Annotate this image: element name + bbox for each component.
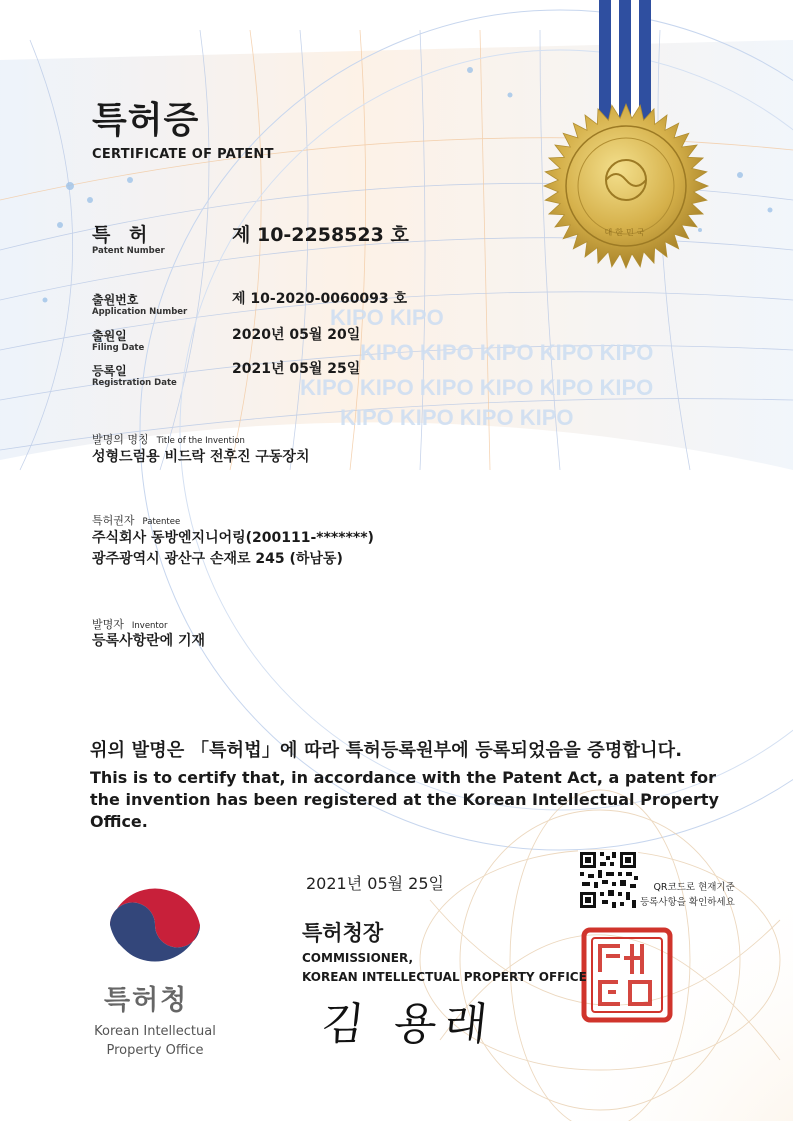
kipo-watermark-row: KIPO KIPO KIPO KIPO KIPO KIPO: [300, 375, 654, 400]
patent-number-label: 특 허: [92, 224, 154, 246]
seal-text: 대한민국: [604, 228, 648, 237]
office-name-ko: 특허청: [104, 985, 189, 1016]
registration-date-value: 2021년 05월 25일: [232, 361, 361, 377]
kipo-watermark-row: KIPO KIPO: [330, 305, 444, 330]
application-number-label-en: Application Number: [92, 307, 188, 317]
filing-date-value: 2020년 05월 20일: [232, 327, 361, 343]
inventor-label-en: Inventor: [131, 621, 168, 631]
kipo-watermark-row: KIPO KIPO KIPO KIPO: [340, 405, 574, 430]
certification-statement-en: This is to certify that, in accordance with the Patent Act, a patent for the invention has been registered at the Korean Intellectual Property Office.: [90, 768, 719, 831]
office-name-en-line1: Korean Intellectual: [94, 1024, 216, 1039]
document-title: 특허증: [92, 100, 200, 141]
patentee-label-en: Patentee: [142, 517, 181, 527]
application-number-value: 제 10-2020-0060093 호: [232, 291, 408, 307]
patent-number-label-en: Patent Number: [92, 246, 165, 256]
qr-note-line1: QR코드로 현재기준: [653, 882, 735, 893]
commissioner-title-en-line1: COMMISSIONER,: [302, 951, 414, 965]
invention-title-label-row: [92, 428, 245, 447]
registration-date-label-en: Registration Date: [92, 378, 177, 388]
invention-title-value: 성형드럼용 비드락 전후진 구동장치: [92, 449, 310, 465]
issue-date: 2021년 05월 25일: [306, 874, 444, 893]
commissioner-title-en-line2: KOREAN INTELLECTUAL PROPERTY OFFICE: [302, 970, 587, 984]
application-number-label: 출원번호: [92, 293, 139, 307]
patentee-name: 주식회사 동방엔지니어링(200111-*******): [92, 530, 374, 546]
registration-date-label: 등록일: [92, 364, 127, 378]
office-name-en: [84, 1022, 226, 1060]
invention-title-label-en: Title of the Invention: [156, 436, 245, 446]
commissioner-title-ko: 특허청장: [302, 921, 384, 945]
commissioner-title-en: [302, 949, 587, 987]
qr-note-line2: 등록사항을 확인하세요: [640, 897, 735, 908]
commissioner-signature: 김 용래: [318, 999, 498, 1050]
inventor-value: 등록사항란에 기재: [92, 633, 206, 649]
document-subtitle: CERTIFICATE OF PATENT: [92, 147, 274, 162]
patentee-label: 특허권자: [92, 514, 135, 527]
patentee-address: 광주광역시 광산구 손재로 245 (하남동): [92, 551, 343, 567]
filing-date-label: 출원일: [92, 329, 127, 343]
patentee-label-row: [92, 509, 180, 528]
invention-title-label: 발명의 명칭: [92, 433, 149, 446]
filing-date-label-en: Filing Date: [92, 343, 145, 353]
qr-code: [578, 850, 638, 910]
kipo-logo-icon: [110, 889, 200, 967]
certification-statement-ko: 위의 발명은 「특허법」에 따라 특허등록원부에 등록되었음을 증명합니다.: [90, 740, 683, 761]
patent-number-value: 제 10-2258523 호: [232, 224, 409, 246]
kipo-watermark-row: KIPO KIPO KIPO KIPO KIPO: [360, 340, 654, 365]
inventor-label: 발명자: [92, 618, 124, 631]
office-name-en-line2: Property Office: [106, 1043, 204, 1058]
qr-note: [640, 880, 735, 910]
